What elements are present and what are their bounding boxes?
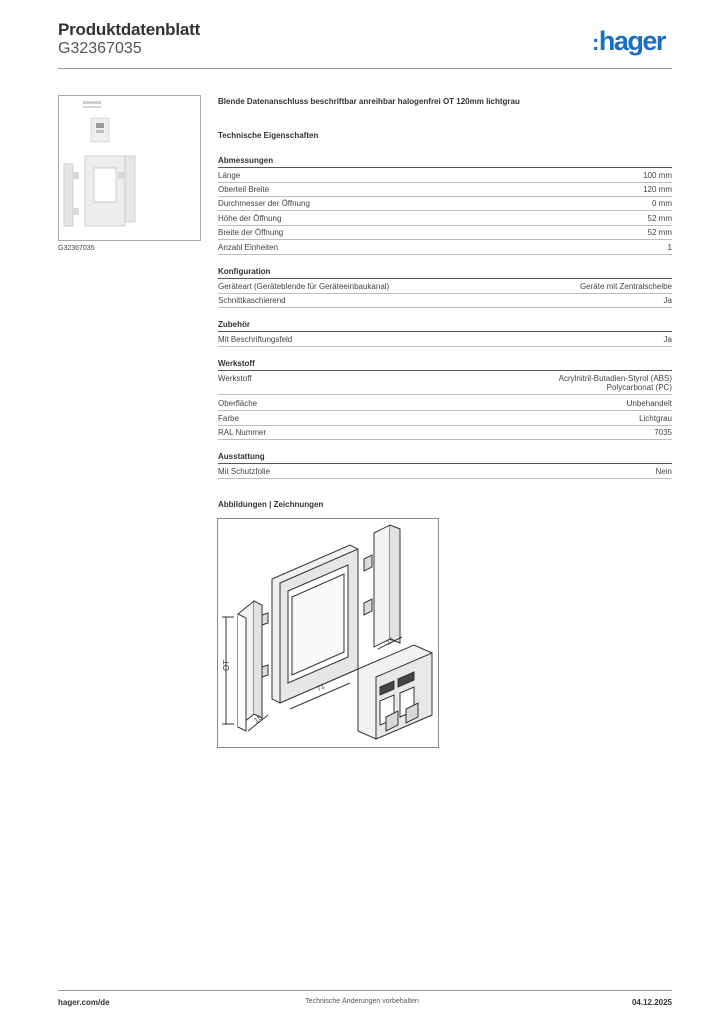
dim-ot-label: OT: [222, 659, 231, 671]
article-number: G32367035: [58, 40, 142, 57]
footer-date: 04.12.2025: [631, 998, 672, 1007]
group-title-ausstattung: Ausstattung: [218, 452, 672, 464]
table-row: [218, 428, 672, 440]
row-label: Oberteil Breite: [218, 185, 270, 194]
table-row: [218, 296, 672, 308]
row-label: Breite der Öffnung: [218, 228, 284, 237]
row-label: Werkstoff: [218, 374, 252, 383]
page-title: Produktdatenblatt: [58, 20, 201, 39]
row-value: Unbehandelt: [626, 399, 672, 408]
table-row: [218, 214, 672, 226]
row-value: Nein: [655, 467, 672, 476]
logo-text: hager: [598, 26, 665, 56]
row-value: Ja: [663, 335, 672, 344]
row-value: 0 mm: [652, 199, 672, 208]
table-row: [218, 171, 672, 183]
technical-drawing: [217, 518, 439, 748]
table-row: [218, 282, 672, 294]
section-title: Technische Eigenschaften: [218, 131, 319, 140]
dim-15-right-label: 15: [385, 636, 396, 647]
row-label: Durchmesser der Öffnung: [218, 199, 310, 208]
row-value: Ja: [663, 296, 672, 305]
dim-71-label: 71: [315, 683, 326, 693]
row-value: 100 mm: [643, 171, 672, 180]
header-divider: [58, 68, 672, 69]
footer-note: Technische Änderungen vorbehalten: [305, 998, 419, 1005]
row-value: Acrylnitril-Butadien-Styrol (ABS): [558, 374, 672, 383]
group-title-konfiguration: Konfiguration: [218, 267, 672, 279]
row-value: Polycarbonat (PC): [606, 383, 672, 392]
row-value: Geräte mit Zentralscheibe: [579, 282, 672, 291]
group-title-abmessungen: Abmessungen: [218, 156, 672, 168]
row-label: Mit Beschriftungsfeld: [218, 335, 293, 344]
group-title-werkstoff: Werkstoff: [218, 359, 672, 371]
table-row: [218, 185, 672, 197]
thumbnail-caption: G32367035: [58, 245, 95, 252]
row-label: Anzahl Einheiten: [218, 243, 279, 252]
row-label: Mit Schutzfolie: [218, 467, 271, 476]
row-value: Lichtgrau: [639, 414, 672, 423]
row-label: Schnittkaschierend: [218, 296, 286, 305]
row-value: 1: [667, 243, 672, 252]
table-row: [218, 243, 672, 255]
footer-divider: [58, 990, 672, 991]
table-row: [218, 467, 672, 479]
product-description: Blende Datenanschluss beschriftbar anreihbar halogenfrei OT 120mm lichtgrau: [218, 97, 520, 106]
drawings-title: Abbildungen | Zeichnungen: [218, 500, 324, 509]
technical-drawing-image: [218, 519, 438, 747]
hager-logo: [592, 26, 665, 57]
table-row: [218, 199, 672, 211]
table-row: [218, 228, 672, 240]
dim-15-left-label: 15: [253, 714, 264, 725]
row-label: Farbe: [218, 414, 239, 423]
row-value: 7035: [654, 428, 672, 437]
logo-colon-icon: :: [592, 30, 598, 55]
row-label: Oberfläche: [218, 399, 258, 408]
group-title-zubehoer: Zubehör: [218, 320, 672, 332]
table-row: [218, 414, 672, 426]
row-value-multiline: [559, 374, 672, 392]
row-value: 120 mm: [643, 185, 672, 194]
row-label: RAL Nummer: [218, 428, 267, 437]
footer-website: hager.com/de: [58, 998, 110, 1007]
row-label: Geräteart (Geräteblende für Geräteeinbaukanal): [218, 282, 390, 291]
table-row: [218, 374, 672, 395]
row-label: Länge: [218, 171, 241, 180]
table-row: [218, 399, 672, 411]
table-row: [218, 335, 672, 347]
row-value: 52 mm: [647, 228, 672, 237]
row-value: 52 mm: [647, 214, 672, 223]
product-thumbnail: [58, 95, 201, 241]
row-label: Höhe der Öffnung: [218, 214, 282, 223]
product-thumbnail-image: [59, 96, 200, 240]
